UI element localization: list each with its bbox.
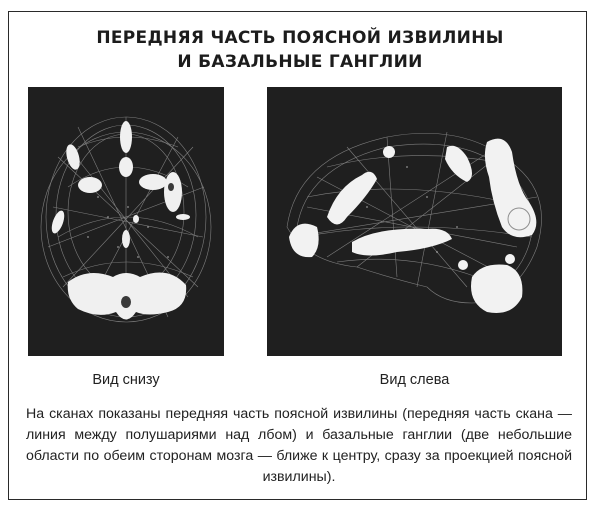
title-line-1: ПЕРЕДНЯЯ ЧАСТЬ ПОЯСНОЙ ИЗВИЛИНЫ	[96, 28, 504, 48]
brain-scan-bottom-view-icon	[28, 87, 224, 356]
brain-scan-left-view-icon	[267, 87, 562, 356]
caption-bottom-view: Вид снизу	[92, 372, 160, 388]
figure-description: На сканах показаны передняя часть поясной извилины (передняя часть скана — линия между полушариями над лбом) и базальные ганглии (две небольшие области по обеим сторонам мозга — ближе к центру, сразу за проекцией поясной извилины).	[26, 406, 572, 485]
figure-title	[0, 26, 600, 74]
title-line-2: И БАЗАЛЬНЫЕ ГАНГЛИИ	[177, 52, 423, 72]
caption-left-view: Вид слева	[379, 372, 450, 388]
